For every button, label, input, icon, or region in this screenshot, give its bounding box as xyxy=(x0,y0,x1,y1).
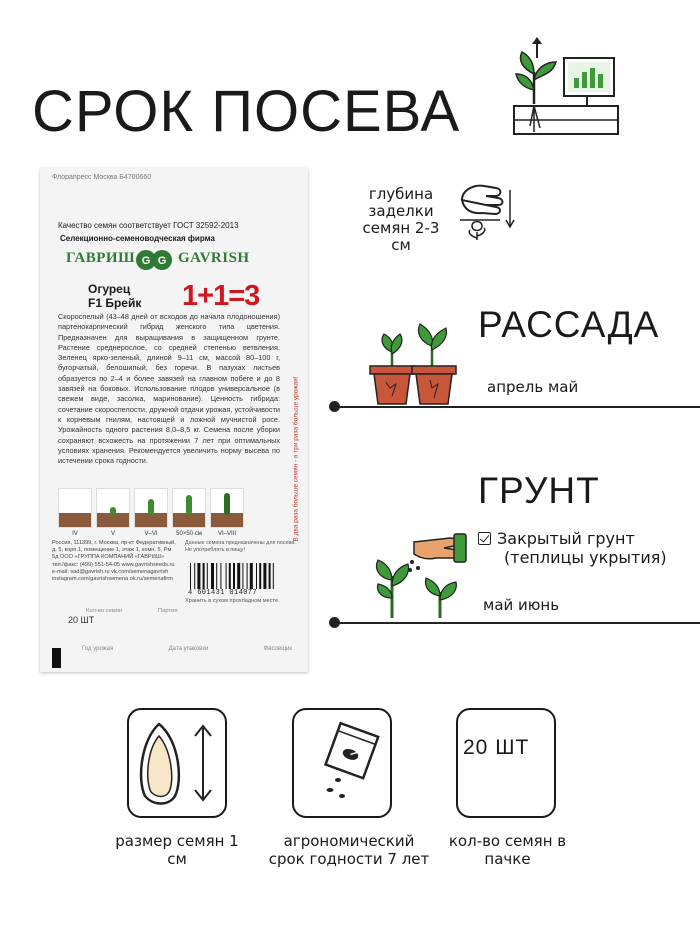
svg-text:G: G xyxy=(157,255,167,267)
seed-count-caption: кол-во семян в пачке xyxy=(448,832,567,868)
shelf-life-caption: агрономический срок годности 7 лет xyxy=(268,832,430,868)
packer-label: Фасовщик xyxy=(263,646,292,652)
checkmark-icon xyxy=(478,532,491,545)
barcode-bar xyxy=(190,563,191,589)
shelf-life-box xyxy=(292,708,392,818)
barcode-bar xyxy=(197,563,200,589)
packet-print-code: Флорапресс Москва Б4700660 xyxy=(52,174,152,181)
sowing-depth-text: глубина заделки семян 2-3 см xyxy=(362,185,440,254)
product-name xyxy=(88,282,141,310)
step-label: VI–VIII xyxy=(217,531,236,537)
closed-ground-detail: (теплицы укрытия) xyxy=(504,548,667,567)
barcode-number: 4 601431 014077 xyxy=(188,589,258,597)
seedling-months: апрель май xyxy=(487,378,579,396)
barcode-bar xyxy=(216,563,217,589)
seed-count: 20 ШТ xyxy=(68,615,95,625)
seed-count-value: 20 ШТ xyxy=(463,736,530,759)
count-label: Кол-во семян xyxy=(86,608,123,614)
closed-ground-option xyxy=(478,529,667,567)
open-ground-section-title: ГРУНТ xyxy=(478,470,600,511)
step-seedling xyxy=(96,488,130,528)
seedling-pots-icon xyxy=(368,322,458,406)
timeline-line xyxy=(334,406,700,408)
barcode-bar xyxy=(229,563,231,589)
barcode-bar xyxy=(233,563,235,589)
barcode-bar xyxy=(256,563,257,589)
barcode-bar xyxy=(259,563,261,589)
closed-ground-label: Закрытый грунт xyxy=(497,529,635,548)
brand-name-en: GAVRISH xyxy=(178,250,250,266)
seed-packet-image xyxy=(40,168,308,672)
barcode-bar xyxy=(242,563,243,589)
seed-size-icon xyxy=(129,710,225,816)
side-slogan xyxy=(286,328,300,548)
product-line-2: F1 Брейк xyxy=(88,296,142,310)
barcode-bar xyxy=(247,563,248,589)
seed-size-box xyxy=(127,708,227,818)
barcode-bar xyxy=(269,563,271,589)
growth-steps xyxy=(58,488,244,528)
step-harvest xyxy=(210,488,244,528)
barcode-bar xyxy=(220,563,221,589)
page-title: СРОК ПОСЕВА xyxy=(32,79,461,144)
barcode-bar xyxy=(250,563,253,589)
seed-packet-pour-icon xyxy=(294,710,390,816)
barcode-bar xyxy=(203,563,205,589)
seedling-chart-icon xyxy=(512,34,622,140)
brand-emblem-icon xyxy=(134,248,174,272)
barcode-bar xyxy=(226,563,227,589)
harvest-year-label: Год урожая xyxy=(82,646,114,652)
barcode-bar xyxy=(211,563,214,589)
step-greenhouse xyxy=(172,488,206,528)
usage-note: Данные семена предназначены для посева. Не употреблять в пищу! xyxy=(185,540,296,553)
step-transplant xyxy=(134,488,168,528)
growth-step-labels xyxy=(58,531,244,537)
packet-marker xyxy=(52,648,61,668)
hand-seed-depth-icon xyxy=(452,180,522,250)
packet-firm-line: Селекционно-семеноводческая фирма xyxy=(60,234,215,243)
company-address: Россия, 111399, г. Москва, пр-кт Федеративный, д. 5, корп.1, помещение 1, этаж 1, комн. 5, Рм 5д ООО «ГРУППА КОМПАНИЙ «ГАВРИШ» тел./факс: (499) 551-54-05 www.gavrishseeds.ru e-mail: sad@gavrish.ru vk.com/semenagavrish instagram.com/gavrishsemena ok.ru/semenafirm xyxy=(52,540,176,583)
side-slogan-text: В два раза больше семян - в три раза больше урожая! xyxy=(292,376,300,542)
brand-name-ru: ГАВРИШ xyxy=(66,250,136,266)
batch-label: Партия xyxy=(158,608,178,614)
brand-logo xyxy=(66,248,281,274)
storage-note: Хранить в сухом прохладном месте. xyxy=(185,598,280,604)
barcode-bar xyxy=(207,563,208,589)
step-sowing xyxy=(58,488,92,528)
seedling-section-title: РАССАДА xyxy=(478,304,660,345)
timeline-line xyxy=(334,622,700,624)
packet-quality-line: Качество семян соответствует ГОСТ 32592-2013 xyxy=(58,221,239,230)
step-label: V xyxy=(110,531,115,537)
step-label: 50×50 см xyxy=(176,531,202,537)
barcode-bar xyxy=(194,563,195,589)
barcode-bar xyxy=(273,563,274,589)
open-ground-months: май июнь xyxy=(483,596,560,614)
product-description: Скороспелый (43–48 дней от всходов до начала плодоношения) партенокарпический гибрид женского типа цветения. Предназначен для выращивания в защищенном грунте. Растение среднерослое, со средней степенью ветвления. Зеленец ярко-зеленый, длиной 9–11 см, массой 80–100 г, бугорчатый, белошипый, без горечи. В пазухах листьев образуется по 2–4 и более завязей на главном побеге и до 8 завязей на боковых. Использование плодов универсальное (в свежем виде, засолка, маринование). Ценность гибрида: сочетание скороспелости, дружной отдачи урожая, устойчивости к корневым гнилям, настоящей и ложной мучнистой росе. Урожайность одного растения 8,0–8,5 кг. Семена после уборки сохраняют всхожесть на протяжении 7 лет при оптимальных условиях хранения. Рекомендуется увеличить норму высева по истечении срока годности. xyxy=(58,312,280,466)
packet-footer xyxy=(82,646,292,652)
step-label: IV xyxy=(72,531,78,537)
product-line-1: Огурец xyxy=(88,282,131,296)
promo-label: 1+1=3 xyxy=(182,280,260,312)
svg-text:G: G xyxy=(141,255,151,267)
barcode-bar xyxy=(263,563,266,589)
pack-date-label: Дата упаковки xyxy=(168,646,209,652)
hand-planting-icon xyxy=(374,528,470,620)
seed-count-box xyxy=(456,708,556,818)
barcode-bar xyxy=(237,563,240,589)
seed-size-caption: размер семян 1 см xyxy=(115,832,239,868)
step-label: V–VI xyxy=(144,531,158,537)
